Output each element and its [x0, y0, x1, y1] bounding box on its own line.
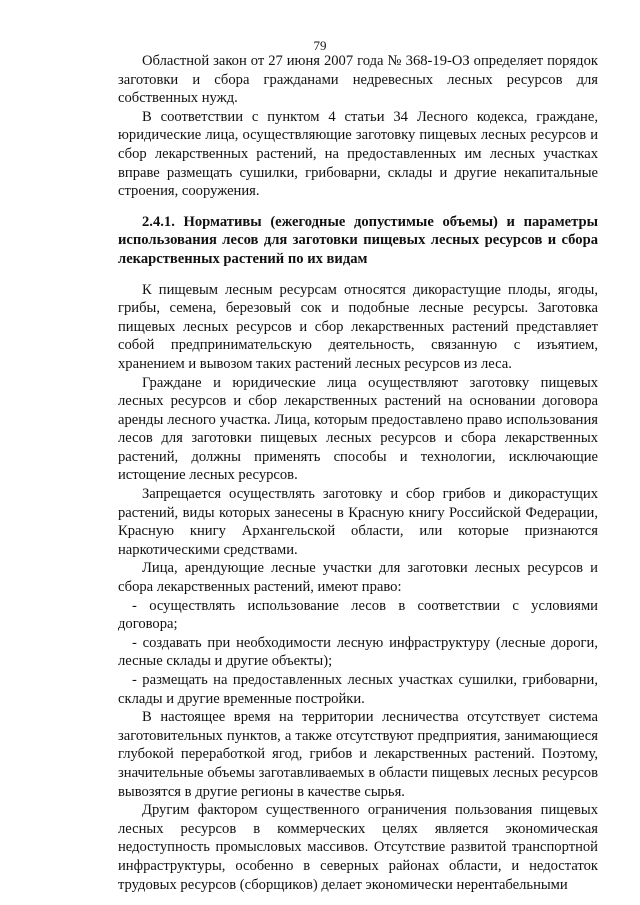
page-content: [118, 52, 598, 894]
paragraph-forest-code: В соответствии с пунктом 4 статьи 34 Лесного кодекса, граждане, юридические лица, осуществляющие заготовку пищевых лесных ресурсов и сбор лекарственных растений, на предоставленных им лесных участках вправе размещать сушилки, грибоварни, склады и другие некапитальные строения, сооружения.: [118, 108, 598, 200]
section-heading: 2.4.1. Нормативы (ежегодные допустимые объемы) и параметры использования лесов для заготовки пищевых лесных ресурсов и сбора лекарственных растений по их видам: [118, 213, 598, 267]
paragraph-regional-law: Областной закон от 27 июня 2007 года № 368-19-ОЗ определяет порядок заготовки и сбора гражданами недревесных лесных ресурсов для собственных нужд.: [118, 53, 598, 107]
list-item-usage: - осуществлять использование лесов в соответствии с условиями договора;: [118, 597, 598, 633]
page-number: 79: [313, 38, 327, 53]
paragraph-current-state: В настоящее время на территории лесничества отсутствует система заготовительных пунктов, а также отсутствуют предприятия, занимающиеся глубокой переработкой ягод, грибов и лекарственных растений. Поэтому, значительные объемы заготавливаемых в области пищевых лесных ресурсов вывозятся в другие регионы в качестве сырья.: [118, 709, 598, 800]
list-item-infrastructure: - создавать при необходимости лесную инфраструктуру (лесные дороги, лесные склады и другие объекты);: [118, 634, 598, 670]
paragraph-prohibition: Запрещается осуществлять заготовку и сбор грибов и дикорастущих растений, виды которых занесены в Красную книгу Российской Федерации, Красную книгу Архангельской области, или которые признаются наркотическими средствами.: [118, 486, 598, 558]
paragraph-rights-intro: Лица, арендующие лесные участки для заготовки лесных ресурсов и сбора лекарственных растений, имеют право:: [118, 560, 598, 596]
list-item-buildings: - размещать на предоставленных лесных участках сушилки, грибоварни, склады и другие временные постройки.: [118, 672, 598, 707]
paragraph-food-resources: К пищевым лесным ресурсам относятся дикорастущие плоды, ягоды, грибы, семена, березовый сок и подобные лесные ресурсы. Заготовка пищевых лесных ресурсов и сбор лекарственных растений представляет собой предпринимательскую деятельность, связанную с изъятием, хранением и вывозом таких растений лесных ресурсов из леса.: [118, 281, 598, 372]
paragraph-lease: Граждане и юридические лица осуществляют заготовку пищевых лесных ресурсов и сбор лекарственных растений на основании договора аренды лесного участка. Лица, которым предоставлено право использования лесов для заготовки пищевых лесных ресурсов и сбора лекарственных растений, должны применять способы и технологии, исключающие истощение лесных ресурсов.: [118, 374, 598, 484]
paragraph-limiting-factor: Другим фактором существенного ограничения пользования пищевых лесных ресурсов в коммерческих целях является экономическая недоступность промысловых массивов. Отсутствие развитой транспортной инфраструктуры, особенно в северных районах области, и недостаток трудовых ресурсов (сборщиков) делает экономически нерентабельными: [118, 802, 598, 893]
